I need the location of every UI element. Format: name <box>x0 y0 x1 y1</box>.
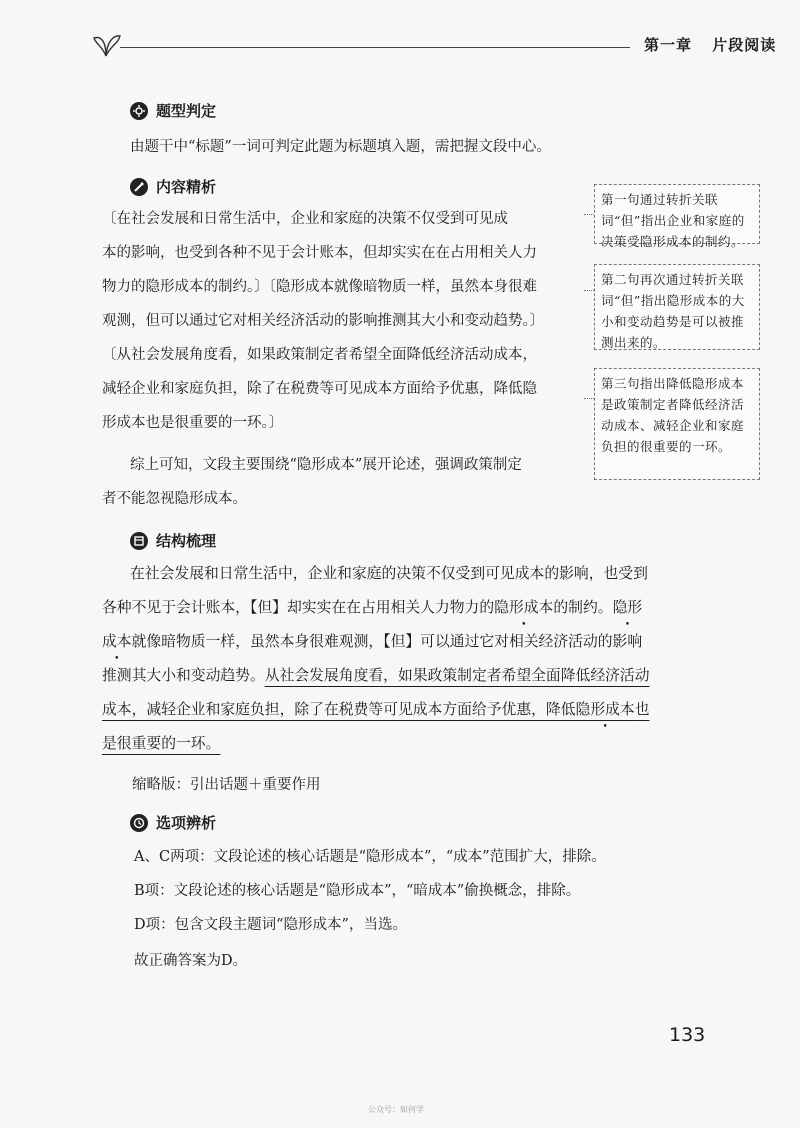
gear-icon <box>130 102 148 120</box>
key-sentence-underlined: 是很重要的一环。 <box>102 735 221 752</box>
section-heading-type-judgment <box>130 100 216 121</box>
book-icon <box>130 532 148 550</box>
structure-line <box>102 625 642 659</box>
transition-marker: 【但】 <box>383 633 421 650</box>
text-span: 就像暗物质一样，虽然本身很难观测， <box>131 633 384 650</box>
text-span: 推测其大小和变动趋势。 <box>102 667 265 684</box>
brief-version: 缩略版：引出话题＋重要作用 <box>132 777 321 793</box>
transition-marker: 【但】 <box>249 599 287 616</box>
option-analysis-item: D项：包含文段主题词“隐形成本”，当选。 <box>134 917 407 933</box>
section-label: 片段阅读 <box>712 36 777 54</box>
passage-line: 物力的隐形成本的制约。〕〔隐形成本就像暗物质一样，虽然本身很难 <box>102 279 537 295</box>
text-span: 的制约。 <box>553 599 613 616</box>
keyword-emphasis: 隐形 <box>612 599 643 616</box>
header-title <box>644 34 776 55</box>
passage-line: 形成本也是很重要的一环。〕 <box>102 415 284 431</box>
passage-line: 观测，但可以通过它对相关经济活动的影响推测其大小和变动趋势。〕 <box>102 313 545 329</box>
key-sentence-underlined: 从社会发展角度看，如果政策制定者希望全面降低经济活动 <box>264 667 650 684</box>
summary-line: 综上可知，文段主要围绕“隐形成本”展开论述，强调政策制定 <box>130 457 522 473</box>
text-span: 各种不见于会计账本， <box>102 599 250 616</box>
structure-line <box>102 693 650 727</box>
passage-line: 〔在社会发展和日常生活中，企业和家庭的决策不仅受到可见成 <box>102 211 508 227</box>
keyword-emphasis: 隐形成本 <box>575 701 635 718</box>
section-title: 结构梳理 <box>156 532 217 550</box>
passage-line: 〔从社会发展角度看，如果政策制定者希望全面降低经济活动成本， <box>102 347 537 363</box>
structure-line <box>102 591 642 625</box>
structure-line: 在社会发展和日常生活中，企业和家庭的决策不仅受到可见成本的影响，也受到 <box>130 565 648 582</box>
text-span: 却实实在在占用相关人力物力的 <box>286 599 495 616</box>
section-title: 内容精析 <box>156 178 217 196</box>
section-title: 选项辨析 <box>156 814 217 832</box>
option-analysis-item: A、C两项：文段论述的核心话题是“隐形成本”，“成本”范围扩大，排除。 <box>134 849 606 865</box>
structure-line <box>102 659 650 693</box>
watermark: 公众号：如何学 <box>368 1105 424 1114</box>
section-title: 题型判定 <box>156 102 217 120</box>
text-span: 可以通过它对相关经济活动的影响 <box>420 633 643 650</box>
structure-line <box>102 727 220 761</box>
pen-icon <box>130 178 148 196</box>
header-rule <box>120 47 630 48</box>
keyword-emphasis: 成本 <box>102 633 132 650</box>
key-sentence-underlined: 成本，减轻企业和家庭负担，除了在税费等可见成本方面给予优惠，降低 <box>102 701 576 718</box>
leaf-ornament-icon <box>92 32 122 58</box>
annotation-note: 第一句通过转折关联词“但”指出企业和家庭的决策受隐形成本的制约。 <box>594 184 760 244</box>
keyword-emphasis: 隐形成本 <box>494 599 554 616</box>
clock-icon <box>130 814 148 832</box>
option-analysis-item: B项：文段论述的核心话题是“隐形成本”，“暗成本”偷换概念，排除。 <box>134 883 581 899</box>
type-judgment-text: 由题干中“标题”一词可判定此题为标题填入题，需把握文段中心。 <box>130 139 551 155</box>
passage-line: 减轻企业和家庭负担，除了在税费等可见成本方面给予优惠，降低隐 <box>102 381 537 397</box>
annotation-note: 第三句指出降低隐形成本是政策制定者降低经济活动成本、减轻企业和家庭负担的很重要的一环。 <box>594 368 760 480</box>
section-heading-structure <box>130 530 216 551</box>
summary-line: 者不能忽视隐形成本。 <box>102 491 247 507</box>
annotation-note: 第二句再次通过转折关联词“但”指出隐形成本的大小和变动趋势是可以被推测出来的。 <box>594 264 760 350</box>
passage-line: 本的影响，也受到各种不见于会计账本，但却实实在在占用相关人力 <box>102 245 537 261</box>
page-header <box>92 24 777 64</box>
answer-statement: 故正确答案为D。 <box>134 953 248 969</box>
chapter-label: 第一章 <box>644 36 693 54</box>
page-number: 133 <box>669 1024 706 1046</box>
section-heading-content-analysis <box>130 176 216 197</box>
key-sentence-underlined: 也 <box>634 701 650 718</box>
section-heading-options <box>130 812 216 833</box>
